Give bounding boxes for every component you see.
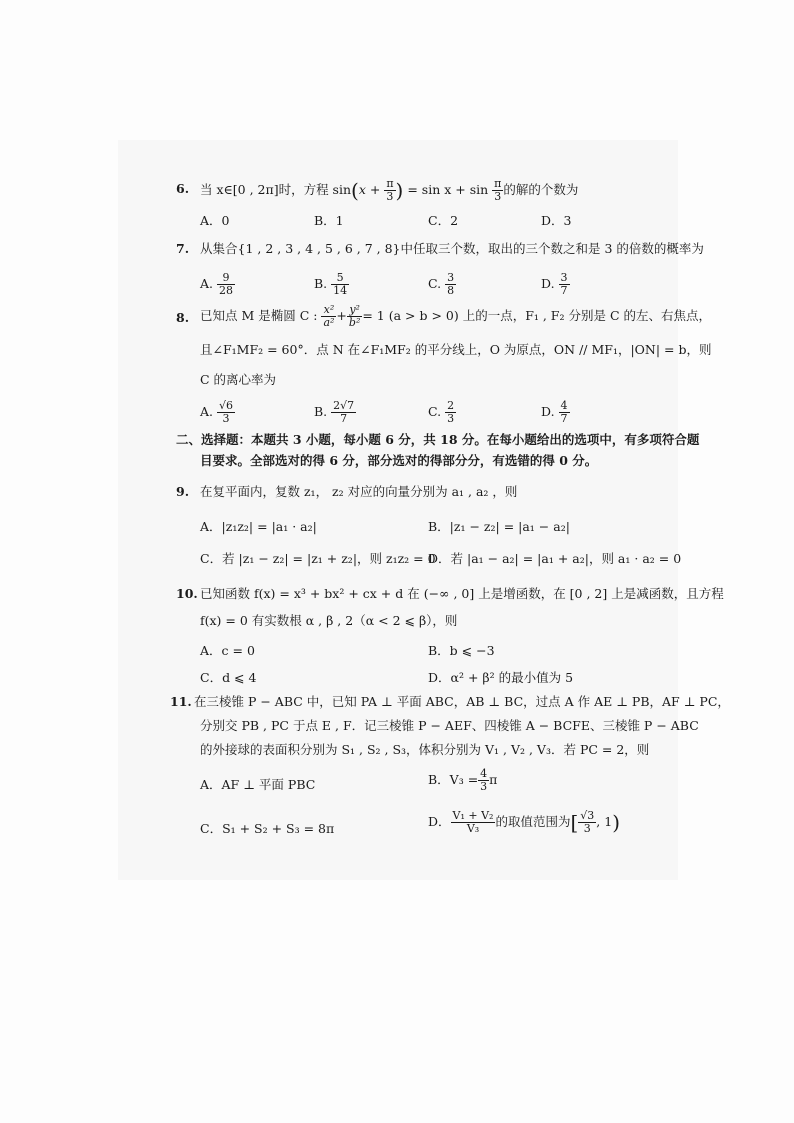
question-7-stem: 从集合{1 , 2 , 3 , 4 , 5 , 6 , 7 , 8}中任取三个数，取出的三个数之和是 3 的倍数的概率为	[200, 241, 704, 256]
question-6-option-a: A．0	[200, 213, 230, 228]
question-9-option-d: D．若 |a₁ − a₂| = |a₁ + a₂|，则 a₁ · a₂ = 0	[428, 551, 682, 566]
section-2-heading-line-2: 目要求。全部选对的得 6 分，部分选对的得部分分，有选错的得 0 分。	[200, 453, 598, 468]
question-6-option-b: B．1	[314, 213, 344, 228]
question-6-option-d: D．3	[541, 213, 572, 228]
question-9-option-b: B．|z₁ − z₂| = |a₁ − a₂|	[428, 519, 570, 534]
question-8-option-a: A. $\frac{√6}{3}$	[200, 399, 234, 425]
question-9-option-a: A．|z₁z₂| = |a₁ · a₂|	[200, 519, 317, 534]
question-11-number: 11.	[170, 694, 192, 709]
question-11-option-a: A．AF ⊥ 平面 PBC	[200, 777, 316, 792]
question-7-option-b: B. $\frac{5}{14}$	[314, 271, 348, 297]
question-8-option-d: D. $\frac{4}{7}$	[541, 399, 568, 425]
question-8-option-c: C. $\frac{2}{3}$	[428, 399, 455, 425]
question-6-number: 6.	[176, 181, 190, 196]
question-9-option-c: C．若 |z₁ − z₂| = |z₁ + z₂|，则 z₁z₂ = 0	[200, 551, 436, 566]
question-11-option-d: D． $\frac{\text{V₁ + V₂}}{\text{V₃}}$ 的取值范围为[ $\frac{√3}{3}$ , 1)	[428, 809, 621, 835]
question-10-line-1: 已知函数 f(x) = x³ + bx² + cx + d 在 (−∞ , 0] 上是增函数，在 [0 , 2] 上是减函数，且方程	[200, 586, 724, 601]
question-8-number: 8.	[176, 310, 190, 325]
question-7-option-c: C. $\frac{3}{8}$	[428, 271, 455, 297]
question-10-option-b: B．b ⩽ −3	[428, 643, 495, 658]
question-11-line-3: 的外接球的表面积分别为 S₁ , S₂ , S₃，体积分别为 V₁ , V₂ , V₃．若 PC = 2，则	[200, 742, 650, 757]
question-11-line-2: 分别交 PB , PC 于点 E , F．记三棱锥 P − AEF、四棱锥 A − BCFE、三棱锥 P − ABC	[200, 718, 699, 733]
question-11-line-1: 在三棱锥 P − ABC 中，已知 PA ⊥ 平面 ABC，AB ⊥ BC，过点 A 作 AE ⊥ PB，AF ⊥ PC，	[194, 694, 730, 709]
question-10-line-2: f(x) = 0 有实数根 α , β , 2（α < 2 ⩽ β），则	[200, 613, 458, 628]
question-8-line-3: C 的离心率为	[200, 372, 277, 387]
question-8-option-b: B. $\frac{2√7}{7}$	[314, 399, 355, 425]
question-10-number: 10.	[176, 586, 198, 601]
question-11-option-b: B．V₃ = $\frac{4}{3}$ π	[428, 767, 498, 793]
section-2-heading-line-1: 二、选择题：本题共 3 小题，每小题 6 分，共 18 分。在每小题给出的选项中，有多项符合题	[176, 432, 700, 447]
question-6-option-c: C．2	[428, 213, 459, 228]
question-7-option-d: D. $\frac{3}{7}$	[541, 271, 568, 297]
question-8-line-1: 已知点 M 是椭圆 C : $\frac{\text{x²}}{\text{a²}}$ + $\frac{\text{y²}}{\text{b²}}$ = 1 (a > b > 0) 上的一点，F₁ , F₂ 分别是 C 的左、右焦点，	[200, 303, 711, 329]
question-8-line-2: 且∠F₁MF₂ = 60°．点 N 在∠F₁MF₂ 的平分线上，O 为原点，ON // MF₁，|ON| = b，则	[200, 342, 712, 357]
question-6-stem: 当 x∈[0 , 2π]时，方程 sin(x + $\frac{\pi}{3}$ ) = sin x + sin $\frac{\pi}{3}$ 的解的个数为	[200, 177, 579, 203]
question-10-option-a: A．c = 0	[200, 643, 255, 658]
question-9-stem: 在复平面内，复数 z₁， z₂ 对应的向量分别为 a₁ , a₂ ，则	[200, 484, 518, 499]
question-10-option-d: D．α² + β² 的最小值为 5	[428, 670, 574, 685]
question-9-number: 9.	[176, 484, 190, 499]
question-7-option-a: A. $\frac{9}{28}$	[200, 271, 233, 297]
question-10-option-c: C．d ⩽ 4	[200, 670, 257, 685]
question-11-option-c: C．S₁ + S₂ + S₃ = 8π	[200, 821, 335, 836]
question-7-number: 7.	[176, 241, 190, 256]
